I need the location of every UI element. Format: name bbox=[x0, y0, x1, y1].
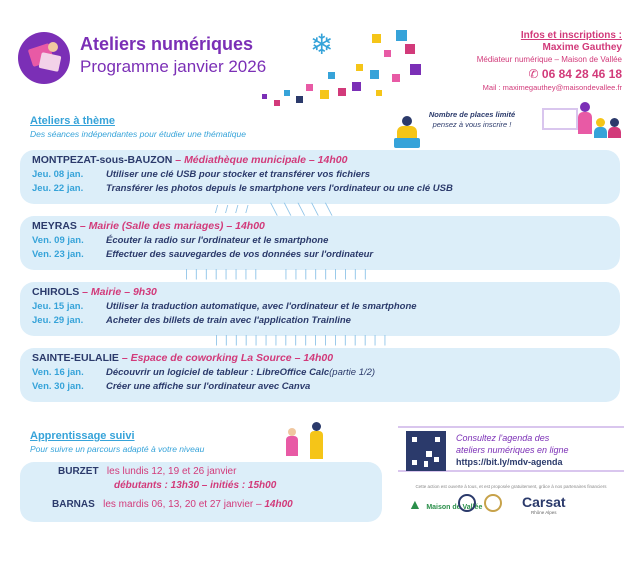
session-title: Transférer les photos depuis le smartphone vers l'ordinateur ou une clé USB bbox=[106, 183, 453, 194]
partners-note: Cette action est ouverte à tous, et est proposée gratuitement, grâce à nos partenaires financiers bbox=[415, 484, 607, 489]
theme-card-chirols bbox=[20, 282, 620, 336]
followup-town: BURZET bbox=[58, 466, 99, 477]
divider-decoration: / / / / ╲ ╲ ╲ ╲ ╲ bbox=[215, 204, 334, 216]
followup-levels: débutants : 13h30 – initiés : 15h00 bbox=[114, 480, 277, 491]
theme-card-montpezat bbox=[20, 150, 620, 204]
session-row bbox=[32, 366, 608, 380]
card-town: MEYRAS bbox=[32, 220, 77, 232]
agenda-link[interactable]: https://bit.ly/mdv-agenda bbox=[456, 457, 563, 467]
themes-title: Ateliers à thème bbox=[30, 115, 115, 127]
session-date: Ven. 23 jan. bbox=[32, 249, 84, 260]
session-title: Découvrir un logiciel de tableur : LibreOffice Calc bbox=[106, 367, 330, 378]
session-title: Acheter des billets de train avec l'application Trainline bbox=[106, 315, 351, 326]
followup-burzet bbox=[58, 464, 236, 479]
session-date: Jeu. 15 jan. bbox=[32, 301, 84, 312]
card-venue: – Mairie – 9h30 bbox=[79, 286, 157, 298]
places-bold: Nombre de places limité bbox=[428, 110, 516, 119]
card-town: SAINTE-EULALIE bbox=[32, 352, 119, 364]
partner2-name: Carsat bbox=[522, 494, 566, 510]
card-town: CHIROLS bbox=[32, 286, 80, 298]
followup-when: les mardis 06, 13, 20 et 27 janvier bbox=[103, 499, 254, 510]
places-note bbox=[412, 110, 532, 130]
card-town: MONTPEZAT-sous-BAUZON bbox=[32, 154, 173, 166]
followup-title: Apprentissage suivi bbox=[30, 430, 135, 442]
followup-burzet-levels bbox=[114, 478, 276, 493]
followup-subtitle: Pour suivre un parcours adapté à votre niveau bbox=[30, 444, 205, 454]
partner1-name: Maison de Vallée bbox=[426, 504, 483, 511]
session-row bbox=[32, 248, 608, 262]
partner2-sub: Rhône Alpes bbox=[531, 510, 557, 515]
followup-barnas bbox=[52, 497, 293, 512]
partner-logo-emblem2 bbox=[484, 494, 502, 512]
session-date: Jeu. 08 jan. bbox=[32, 169, 84, 180]
phone-icon: ✆ bbox=[528, 67, 542, 81]
followup-sep: – bbox=[253, 499, 265, 510]
session-row bbox=[32, 168, 608, 182]
partner-logo-carsat bbox=[522, 494, 566, 515]
session-date: Ven. 09 jan. bbox=[32, 235, 84, 246]
session-part: (partie 1/2) bbox=[329, 367, 376, 378]
divider-decoration: | | | | | | | | | | | | | | | | | | bbox=[215, 334, 389, 346]
contact-mail[interactable]: Mail : maximegauthey@maisondevallee.fr bbox=[482, 83, 622, 92]
themes-subtitle: Des séances indépendantes pour étudier une thématique bbox=[30, 129, 246, 139]
session-title: Utiliser une clé USB pour stocker et transférer vos fichiers bbox=[106, 169, 370, 180]
partner-logo-emblem1 bbox=[458, 494, 476, 512]
session-date: Ven. 16 jan. bbox=[32, 367, 84, 378]
session-date: Jeu. 29 jan. bbox=[32, 315, 84, 326]
places-text: pensez à vous inscrire ! bbox=[432, 120, 512, 129]
session-row bbox=[32, 300, 608, 314]
agenda-text bbox=[456, 432, 569, 468]
followup-when: les lundis 12, 19 et 26 janvier bbox=[106, 466, 237, 477]
card-venue: – Médiathèque municipale – 14h00 bbox=[172, 154, 348, 166]
agenda-line1: Consultez l'agenda des bbox=[456, 433, 550, 443]
followup-town: BARNAS bbox=[52, 499, 95, 510]
session-title: Utiliser la traduction automatique, avec l'ordinateur et le smartphone bbox=[106, 301, 417, 312]
contact-block bbox=[477, 30, 622, 94]
theme-card-sainte-eulalie bbox=[20, 348, 620, 402]
theme-card-meyras bbox=[20, 216, 620, 270]
session-title: Écouter la radio sur l'ordinateur et le smartphone bbox=[106, 235, 329, 246]
session-row bbox=[32, 314, 608, 328]
card-venue: – Espace de coworking La Source – 14h00 bbox=[118, 352, 334, 364]
contact-name: Maxime Gauthey bbox=[542, 42, 622, 53]
contact-role: Médiateur numérique – Maison de Vallée bbox=[476, 55, 622, 64]
people-illustration bbox=[284, 420, 334, 460]
session-row bbox=[32, 380, 608, 394]
qr-code-icon[interactable] bbox=[406, 431, 446, 471]
followup-time: 14h00 bbox=[264, 499, 293, 510]
mountain-icon: ▲ bbox=[408, 496, 422, 512]
agenda-line2: ateliers numériques en ligne bbox=[456, 445, 569, 455]
session-row bbox=[32, 234, 608, 248]
header-logo bbox=[18, 32, 70, 84]
session-row bbox=[32, 182, 608, 196]
session-title: Effectuer des sauvegardes de vos données sur l'ordinateur bbox=[106, 249, 374, 260]
session-date: Ven. 30 jan. bbox=[32, 381, 84, 392]
contact-heading: Infos et inscriptions : bbox=[520, 30, 622, 41]
divider-decoration: | | | | | | | | | | | | | | | | | bbox=[185, 268, 369, 280]
session-date: Jeu. 22 jan. bbox=[32, 183, 84, 194]
page-subtitle: Programme janvier 2026 bbox=[80, 57, 267, 76]
card-venue: – Mairie (Salle des mariages) – 14h00 bbox=[76, 220, 265, 232]
snowflake-icon: ❄ bbox=[310, 28, 334, 61]
contact-phone[interactable]: 06 84 28 46 18 bbox=[541, 67, 622, 81]
classroom-illustration bbox=[542, 98, 624, 138]
session-title: Créer une affiche sur l'ordinateur avec Canva bbox=[106, 381, 311, 392]
page-title: Ateliers numériques bbox=[80, 34, 254, 54]
